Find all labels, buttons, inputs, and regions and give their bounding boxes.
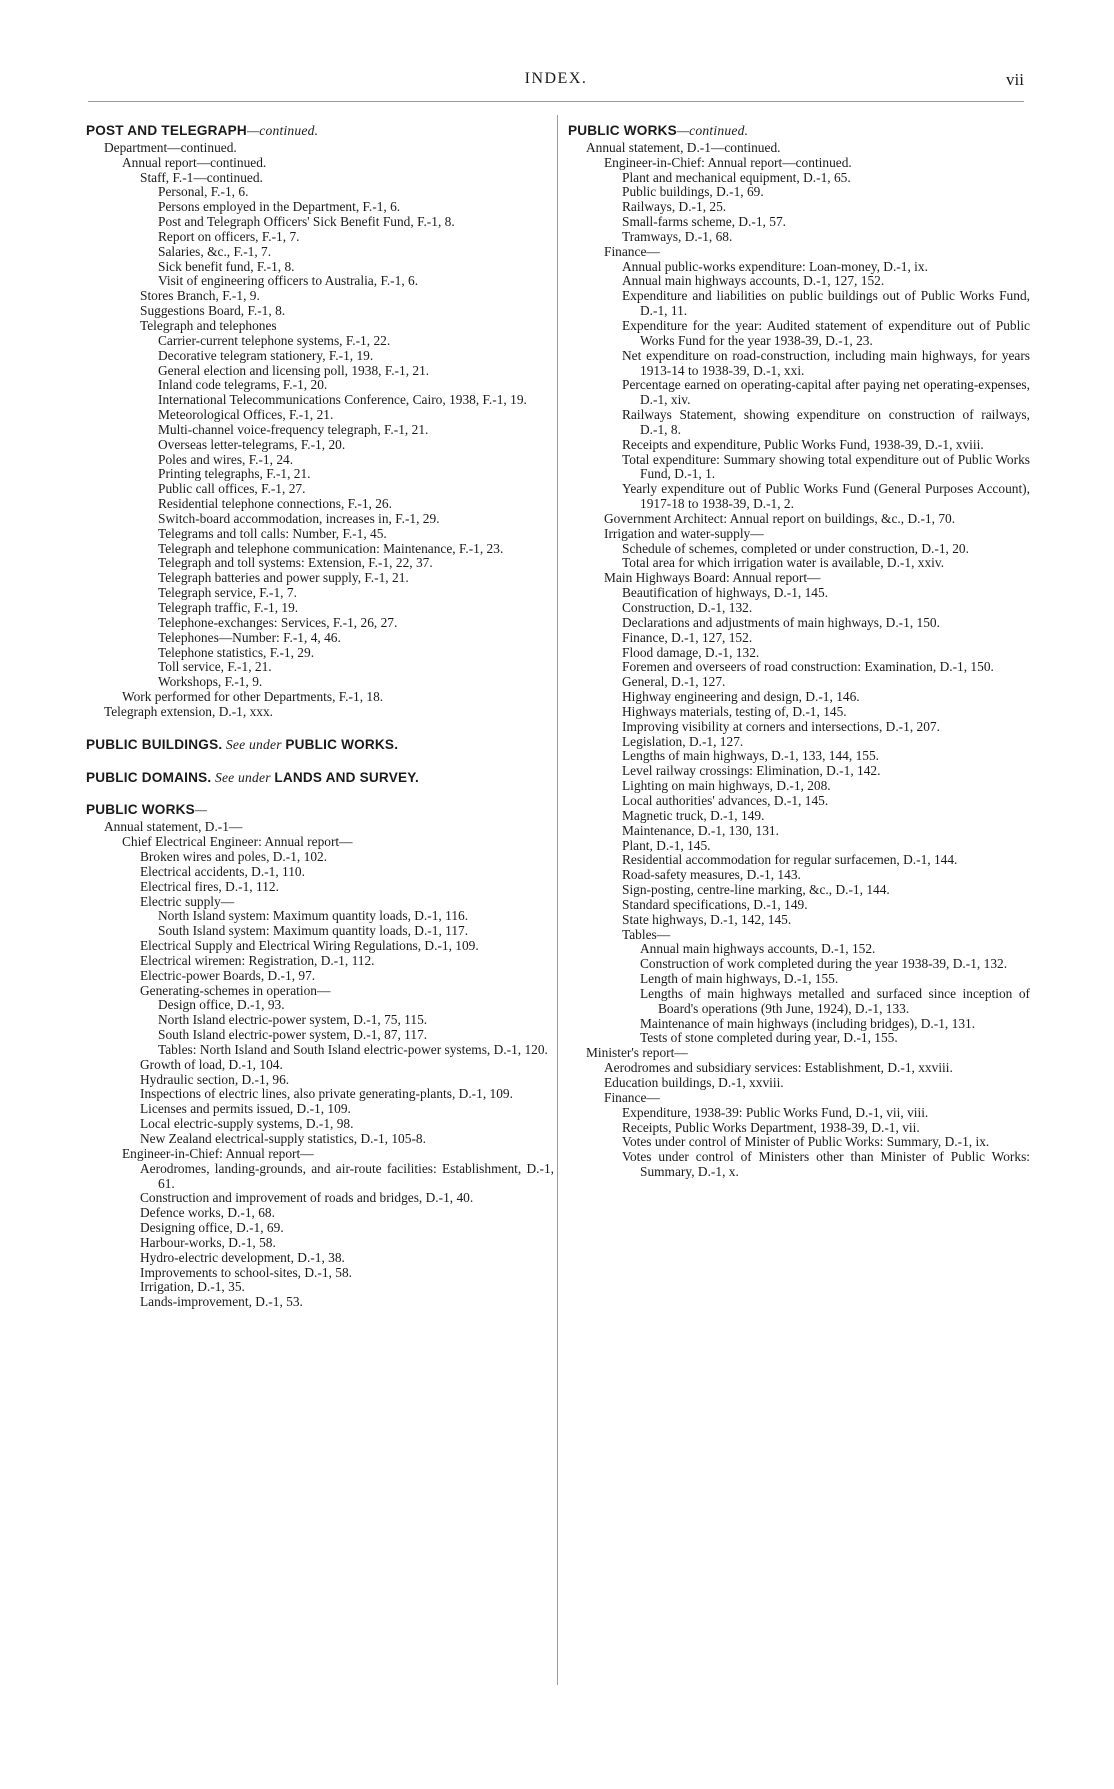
entry-text: Irrigation and water-supply—: [604, 525, 764, 541]
entry-text: Department—continued.: [104, 139, 237, 155]
index-entry: [86, 349, 554, 364]
index-entry: [568, 794, 1030, 809]
entry-text: Sick benefit fund, F.-1, 8.: [158, 258, 295, 274]
entry-text: Electric supply—: [140, 893, 235, 909]
entry-text: Design office, D.-1, 93.: [158, 997, 285, 1013]
index-entry: [568, 942, 1030, 957]
entry-text: Education buildings, D.-1, xxviii.: [604, 1075, 784, 1090]
index-entry: [568, 720, 1030, 735]
index-entry: [86, 924, 554, 939]
index-entry: [568, 274, 1030, 289]
entry-text: Growth of load, D.-1, 104.: [140, 1056, 283, 1072]
entry-text: Railways Statement, showing expenditure on construction of railways, D.-1, 8.: [622, 407, 1030, 437]
entry-text: Finance—: [604, 1089, 660, 1105]
page-title: INDEX.: [524, 70, 588, 87]
index-entry: [86, 245, 554, 260]
index-entry: [86, 1236, 554, 1251]
entry-text: Public call offices, F.-1, 27.: [158, 481, 306, 497]
entry-text: General election and licensing poll, 1938, F.-1, 21.: [158, 362, 430, 378]
entry-text: Level railway crossings: Elimination, D.-1, 142.: [622, 763, 881, 779]
index-entry: [568, 512, 1030, 527]
entry-text: Receipts and expenditure, Public Works Fund, 1938-39, D.-1, xviii.: [622, 436, 984, 452]
entry-text: Improvements to school-sites, D.-1, 58.: [140, 1264, 352, 1280]
entry-text: Lighting on main highways, D.-1, 208.: [622, 778, 831, 794]
index-entry: [86, 274, 554, 289]
index-entry: [86, 408, 554, 423]
index-entry: [86, 1206, 554, 1221]
entry-text: State highways, D.-1, 142, 145.: [622, 911, 792, 927]
index-entry: [568, 245, 1030, 260]
entry-text: Telegraph and toll systems: Extension, F.-1, 22, 37.: [158, 555, 433, 571]
index-entry: [86, 835, 554, 850]
index-entry: [86, 646, 554, 661]
entry-text: Maintenance, D.-1, 130, 131.: [622, 822, 779, 838]
index-entry: [568, 839, 1030, 854]
index-entry: [568, 482, 1030, 512]
index-entry: [568, 542, 1030, 557]
index-entry: [568, 215, 1030, 230]
entry-text: Main Highways Board: Annual report—: [604, 570, 821, 586]
entry-text: Harbour-works, D.-1, 58.: [140, 1234, 276, 1250]
index-entry: [86, 497, 554, 512]
entry-text: South Island system: Maximum quantity loads, D.-1, 117.: [158, 923, 469, 939]
entry-text: Schedule of schemes, completed or under construction, D.-1, 20.: [622, 540, 969, 556]
index-entry: [568, 319, 1030, 349]
entry-text: Overseas letter-telegrams, F.-1, 20.: [158, 436, 346, 452]
index-entry: [568, 809, 1030, 824]
index-entry: [86, 1280, 554, 1295]
entry-text: Irrigation, D.-1, 35.: [140, 1279, 245, 1295]
entry-text: Telephones—Number: F.-1, 4, 46.: [158, 629, 341, 645]
index-entry: [86, 571, 554, 586]
index-entry: [86, 141, 554, 156]
entry-text: Receipts, Public Works Department, 1938-39, D.-1, vii.: [622, 1119, 920, 1135]
entry-text: Telephone-exchanges: Services, F.-1, 26, 27.: [158, 614, 398, 630]
entry-text: Suggestions Board, F.-1, 8.: [140, 303, 286, 319]
index-entry: [86, 260, 554, 275]
entry-text: Construction of work completed during the year 1938-39, D.-1, 132.: [640, 956, 1008, 972]
entry-text: Inspections of electric lines, also private generating-plants, D.-1, 109.: [140, 1086, 513, 1102]
entry-text: PUBLIC DOMAINS.: [86, 769, 212, 785]
header-rule: [88, 101, 1024, 102]
entry-text: Legislation, D.-1, 127.: [622, 733, 744, 749]
index-entry: [568, 1150, 1030, 1180]
index-entry: [86, 1043, 554, 1058]
index-entry: [568, 1135, 1030, 1150]
entry-text: Poles and wires, F.-1, 24.: [158, 451, 294, 467]
index-entry: [86, 939, 554, 954]
index-entry: [568, 631, 1030, 646]
index-entry: [86, 334, 554, 349]
entry-text: Work performed for other Departments, F.-1, 18.: [122, 689, 384, 705]
entry-text: Finance, D.-1, 127, 152.: [622, 629, 753, 645]
entry-text: South Island electric-power system, D.-1, 87, 117.: [158, 1027, 428, 1043]
entry-text: Plant and mechanical equipment, D.-1, 65.: [622, 169, 851, 185]
entry-text: Telegraph batteries and power supply, F.-1, 21.: [158, 570, 409, 586]
index-entry: [568, 646, 1030, 661]
index-entry: [86, 984, 554, 999]
entry-text: Total expenditure: Summary showing total expenditure out of Public Works Fund, D.-1, 1.: [622, 451, 1030, 482]
index-entry: [86, 1191, 554, 1206]
entry-text: Construction and improvement of roads and bridges, D.-1, 40.: [140, 1190, 474, 1206]
index-entry: [86, 304, 554, 319]
index-heading: [86, 803, 554, 818]
entry-text: General, D.-1, 127.: [622, 674, 726, 690]
index-entry: [86, 364, 554, 379]
index-entry: [568, 1017, 1030, 1032]
entry-text: Telephone statistics, F.-1, 29.: [158, 644, 315, 660]
entry-text: Length of main highways, D.-1, 155.: [640, 971, 839, 987]
index-entry: [568, 690, 1030, 705]
index-entry: [86, 230, 554, 245]
entry-text: Licenses and permits issued, D.-1, 109.: [140, 1101, 351, 1117]
entry-text: PUBLIC WORKS: [86, 802, 195, 818]
entry-qualifier: —continued.: [246, 123, 319, 138]
entry-text: Annual statement, D.-1—continued.: [586, 139, 781, 155]
index-entry: [568, 616, 1030, 631]
entry-text: Hydro-electric development, D.-1, 38.: [140, 1249, 345, 1265]
index-entry: [568, 1091, 1030, 1106]
index-entry: [568, 349, 1030, 379]
index-entry: [568, 260, 1030, 275]
index-entry: [86, 601, 554, 616]
cross-reference: LANDS AND SURVEY.: [274, 769, 419, 785]
entry-text: Public buildings, D.-1, 69.: [622, 184, 764, 200]
left-column: [86, 124, 554, 1310]
entry-text: Finance—: [604, 243, 660, 259]
index-entry: [568, 200, 1030, 215]
index-entry: [86, 969, 554, 984]
index-entry: [86, 690, 554, 705]
cross-reference: PUBLIC WORKS.: [285, 736, 399, 752]
entry-text: Decorative telegram stationery, F.-1, 19.: [158, 347, 374, 363]
index-entry: [568, 571, 1030, 586]
index-entry: [86, 909, 554, 924]
entry-text: Broken wires and poles, D.-1, 102.: [140, 848, 328, 864]
entry-text: Annual statement, D.-1—: [104, 819, 243, 835]
index-entry: [86, 453, 554, 468]
entry-text: Annual main highways accounts, D.-1, 127, 152.: [622, 273, 885, 289]
entry-text: PUBLIC BUILDINGS.: [86, 736, 223, 752]
index-entry: [86, 512, 554, 527]
index-entry: [86, 1028, 554, 1043]
entry-text: Telegraph and telephone communication: Maintenance, F.-1, 23.: [158, 540, 504, 556]
entry-text: Designing office, D.-1, 69.: [140, 1220, 284, 1236]
entry-text: Foremen and overseers of road construction: Examination, D.-1, 150.: [622, 659, 994, 675]
index-heading: [86, 771, 554, 786]
index-entry: [568, 675, 1030, 690]
index-entry: [86, 631, 554, 646]
index-entry: [86, 467, 554, 482]
entry-text: PUBLIC WORKS: [568, 123, 677, 138]
entry-text: Chief Electrical Engineer: Annual report—: [122, 834, 353, 850]
entry-text: Multi-channel voice-frequency telegraph, F.-1, 21.: [158, 421, 429, 437]
entry-text: Annual report—continued.: [122, 154, 267, 170]
index-entry: [86, 200, 554, 215]
index-entry: [86, 1117, 554, 1132]
entry-text: Votes under control of Minister of Public Works: Summary, D.-1, ix.: [622, 1134, 990, 1150]
index-entry: [568, 1106, 1030, 1121]
entry-text: Printing telegraphs, F.-1, 21.: [158, 466, 311, 482]
index-entry: [86, 820, 554, 835]
index-entry: [86, 556, 554, 571]
entry-text: Yearly expenditure out of Public Works Fund (General Purposes Account), 1917-18 to 1938-39, D.-1, 2.: [622, 481, 1030, 512]
index-entry: [568, 1061, 1030, 1076]
index-entry: [86, 1221, 554, 1236]
entry-text: Lengths of main highways metalled and surfaced since inception of Board's operations (9th June, 1924), D.-1, 133.: [640, 985, 1030, 1016]
index-entry: [86, 880, 554, 895]
entry-text: Persons employed in the Department, F.-1, 6.: [158, 199, 401, 215]
index-entry: [86, 1087, 554, 1102]
entry-qualifier: See under: [222, 736, 286, 752]
entry-text: Switch-board accommodation, increases in, F.-1, 29.: [158, 510, 440, 526]
entry-text: Residential accommodation for regular surfacemen, D.-1, 144.: [622, 852, 958, 868]
index-entry: [86, 954, 554, 969]
index-entry: [568, 171, 1030, 186]
index-entry: [568, 987, 1030, 1017]
index-entry: [568, 853, 1030, 868]
index-entry: [86, 542, 554, 557]
entry-text: Railways, D.-1, 25.: [622, 199, 727, 215]
entry-text: Telegrams and toll calls: Number, F.-1, 45.: [158, 525, 387, 541]
entry-text: Percentage earned on operating-capital after paying net operating-expenses, D.-1, xiv.: [622, 377, 1030, 408]
entry-text: Flood damage, D.-1, 132.: [622, 644, 760, 660]
index-entry: [568, 230, 1030, 245]
entry-text: Expenditure and liabilities on public buildings out of Public Works Fund, D.-1, 11.: [622, 288, 1030, 319]
index-entry: [86, 705, 554, 720]
index-entry: [86, 156, 554, 171]
index-entry: [568, 378, 1030, 408]
index-entry: [86, 1295, 554, 1310]
entry-text: Declarations and adjustments of main highways, D.-1, 150.: [622, 614, 940, 630]
index-entry: [86, 586, 554, 601]
entry-text: Votes under control of Ministers other than Minister of Public Works: Summary, D.-1, x.: [622, 1149, 1030, 1180]
index-entry: [568, 141, 1030, 156]
entry-text: Inland code telegrams, F.-1, 20.: [158, 377, 328, 393]
index-entry: [568, 601, 1030, 616]
index-entry: [568, 1031, 1030, 1046]
entry-text: Tests of stone completed during year, D.-1, 155.: [640, 1030, 898, 1046]
entry-text: Minister's report—: [586, 1045, 688, 1061]
index-entry: [86, 998, 554, 1013]
entry-text: Local authorities' advances, D.-1, 145.: [622, 792, 829, 808]
entry-text: Telegraph traffic, F.-1, 19.: [158, 600, 299, 615]
entry-text: Generating-schemes in operation—: [140, 982, 331, 998]
index-entry: [86, 1251, 554, 1266]
entry-text: Stores Branch, F.-1, 9.: [140, 288, 260, 304]
index-entry: [86, 1102, 554, 1117]
entry-text: Lengths of main highways, D.-1, 133, 144, 155.: [622, 748, 879, 764]
index-entry: [568, 527, 1030, 542]
entry-text: Magnetic truck, D.-1, 149.: [622, 807, 765, 823]
page-number: vii: [1006, 70, 1024, 89]
entry-text: Meteorological Offices, F.-1, 21.: [158, 407, 334, 423]
entry-text: Aerodromes, landing-grounds, and air-route facilities: Establishment, D.-1, 61.: [140, 1160, 554, 1191]
entry-text: Staff, F.-1—continued.: [140, 169, 263, 185]
index-entry: [568, 928, 1030, 943]
index-entry: [86, 850, 554, 865]
page-header: [88, 70, 1024, 94]
entry-text: Telegraph extension, D.-1, xxx.: [104, 703, 274, 719]
entry-text: Beautification of highways, D.-1, 145.: [622, 585, 829, 601]
index-entry: [568, 289, 1030, 319]
index-entry: [568, 883, 1030, 898]
index-entry: [568, 824, 1030, 839]
index-entry: [568, 1076, 1030, 1091]
index-entry: [568, 705, 1030, 720]
entry-text: Telegraph service, F.-1, 7.: [158, 585, 297, 601]
index-entry: [86, 482, 554, 497]
entry-text: Electric-power Boards, D.-1, 97.: [140, 967, 316, 983]
entry-text: Personal, F.-1, 6.: [158, 184, 249, 200]
entry-qualifier: —continued.: [676, 123, 749, 138]
index-entry: [86, 660, 554, 675]
index-entry: [568, 868, 1030, 883]
entry-text: Expenditure for the year: Audited statement of expenditure out of Public Works Fund for the year 1938-39, D.-1, 23.: [622, 317, 1030, 348]
index-entry: [568, 453, 1030, 483]
index-entry: [86, 1132, 554, 1147]
entry-text: North Island electric-power system, D.-1, 75, 115.: [158, 1012, 428, 1028]
entry-text: Government Architect: Annual report on buildings, &c., D.-1, 70.: [604, 510, 956, 526]
entry-text: Carrier-current telephone systems, F.-1, 22.: [158, 332, 391, 348]
entry-text: Electrical Supply and Electrical Wiring Regulations, D.-1, 109.: [140, 938, 479, 954]
index-entry: [86, 865, 554, 880]
entry-text: Electrical fires, D.-1, 112.: [140, 878, 279, 894]
entry-text: Tables—: [622, 926, 671, 942]
index-entry: [86, 289, 554, 304]
entry-text: Telegraph and telephones: [140, 317, 277, 333]
entry-text: Expenditure, 1938-39: Public Works Fund, D.-1, vii, viii.: [622, 1104, 929, 1120]
entry-text: Sign-posting, centre-line marking, &c., D.-1, 144.: [622, 882, 890, 898]
index-entry: [86, 378, 554, 393]
entry-text: Visit of engineering officers to Australia, F.-1, 6.: [158, 273, 419, 289]
entry-text: Post and Telegraph Officers' Sick Benefit Fund, F.-1, 8.: [158, 214, 455, 230]
index-entry: [568, 660, 1030, 675]
entry-text: Electrical wiremen: Registration, D.-1, 112.: [140, 952, 375, 968]
entry-text: Salaries, &c., F.-1, 7.: [158, 243, 272, 259]
index-entry: [86, 423, 554, 438]
entry-text: Maintenance of main highways (including bridges), D.-1, 131.: [640, 1015, 976, 1031]
entry-text: Small-farms scheme, D.-1, 57.: [622, 214, 786, 230]
entry-text: Net expenditure on road-construction, including main highways, for years 1913-14 to 1938-39, D.-1, xxi.: [622, 347, 1030, 378]
index-heading: [86, 124, 554, 139]
index-entry: [568, 156, 1030, 171]
index-entry: [568, 1046, 1030, 1061]
entry-text: Local electric-supply systems, D.-1, 98.: [140, 1116, 354, 1132]
index-heading: [86, 738, 554, 753]
index-entry: [86, 1073, 554, 1088]
entry-text: Tables: North Island and South Island electric-power systems, D.-1, 120.: [158, 1041, 548, 1057]
index-entry: [568, 957, 1030, 972]
entry-text: Lands-improvement, D.-1, 53.: [140, 1294, 303, 1310]
entry-text: POST AND TELEGRAPH: [86, 123, 247, 138]
index-entry: [86, 1162, 554, 1192]
entry-qualifier: See under: [211, 769, 275, 785]
index-entry: [568, 779, 1030, 794]
entry-text: Total area for which irrigation water is available, D.-1, xxiv.: [622, 555, 945, 571]
index-entry: [86, 438, 554, 453]
entry-text: Workshops, F.-1, 9.: [158, 674, 263, 690]
entry-text: Road-safety measures, D.-1, 143.: [622, 867, 801, 883]
index-heading: [568, 124, 1030, 139]
entry-text: Plant, D.-1, 145.: [622, 837, 711, 853]
index-entry: [86, 215, 554, 230]
index-entry: [86, 616, 554, 631]
entry-text: Standard specifications, D.-1, 149.: [622, 896, 808, 912]
index-entry: [568, 556, 1030, 571]
entry-text: Electrical accidents, D.-1, 110.: [140, 863, 305, 879]
index-entry: [568, 898, 1030, 913]
entry-qualifier: —: [194, 802, 208, 818]
index-entry: [86, 1147, 554, 1162]
index-entry: [86, 527, 554, 542]
index-entry: [86, 1266, 554, 1281]
index-entry: [86, 1013, 554, 1028]
entry-text: Residential telephone connections, F.-1, 26.: [158, 496, 392, 512]
index-entry: [86, 171, 554, 186]
entry-text: Engineer-in-Chief: Annual report—continued.: [604, 154, 852, 170]
entry-text: Highways materials, testing of, D.-1, 145.: [622, 703, 847, 719]
entry-text: Improving visibility at corners and intersections, D.-1, 207.: [622, 718, 940, 734]
column-divider: [557, 115, 558, 1685]
index-entry: [568, 438, 1030, 453]
entry-text: Toll service, F.-1, 21.: [158, 659, 272, 675]
index-entry: [568, 749, 1030, 764]
index-entry: [86, 675, 554, 690]
index-entry: [86, 393, 554, 408]
index-entry: [568, 735, 1030, 750]
index-entry: [568, 408, 1030, 438]
index-entry: [86, 895, 554, 910]
index-entry: [568, 1121, 1030, 1136]
entry-text: Highway engineering and design, D.-1, 146.: [622, 689, 860, 705]
entry-text: Tramways, D.-1, 68.: [622, 228, 733, 244]
entry-text: New Zealand electrical-supply statistics, D.-1, 105-8.: [140, 1131, 426, 1146]
entry-text: Annual public-works expenditure: Loan-money, D.-1, ix.: [622, 258, 928, 274]
index-entry: [568, 972, 1030, 987]
entry-text: Aerodromes and subsidiary services: Establishment, D.-1, xxviii.: [604, 1060, 953, 1076]
entry-text: Engineer-in-Chief: Annual report—: [122, 1145, 314, 1161]
entry-text: Construction, D.-1, 132.: [622, 600, 753, 615]
entry-text: North Island system: Maximum quantity loads, D.-1, 116.: [158, 908, 469, 924]
index-entry: [86, 185, 554, 200]
entry-text: Report on officers, F.-1, 7.: [158, 228, 300, 244]
index-entry: [568, 185, 1030, 200]
entry-text: International Telecommunications Conference, Cairo, 1938, F.-1, 19.: [158, 392, 527, 408]
index-entry: [86, 1058, 554, 1073]
index-entry: [568, 913, 1030, 928]
entry-text: Hydraulic section, D.-1, 96.: [140, 1071, 290, 1087]
index-entry: [568, 764, 1030, 779]
right-column: [568, 124, 1030, 1180]
entry-text: Defence works, D.-1, 68.: [140, 1205, 275, 1221]
entry-text: Annual main highways accounts, D.-1, 152.: [640, 941, 876, 957]
index-entry: [86, 319, 554, 334]
index-entry: [568, 586, 1030, 601]
